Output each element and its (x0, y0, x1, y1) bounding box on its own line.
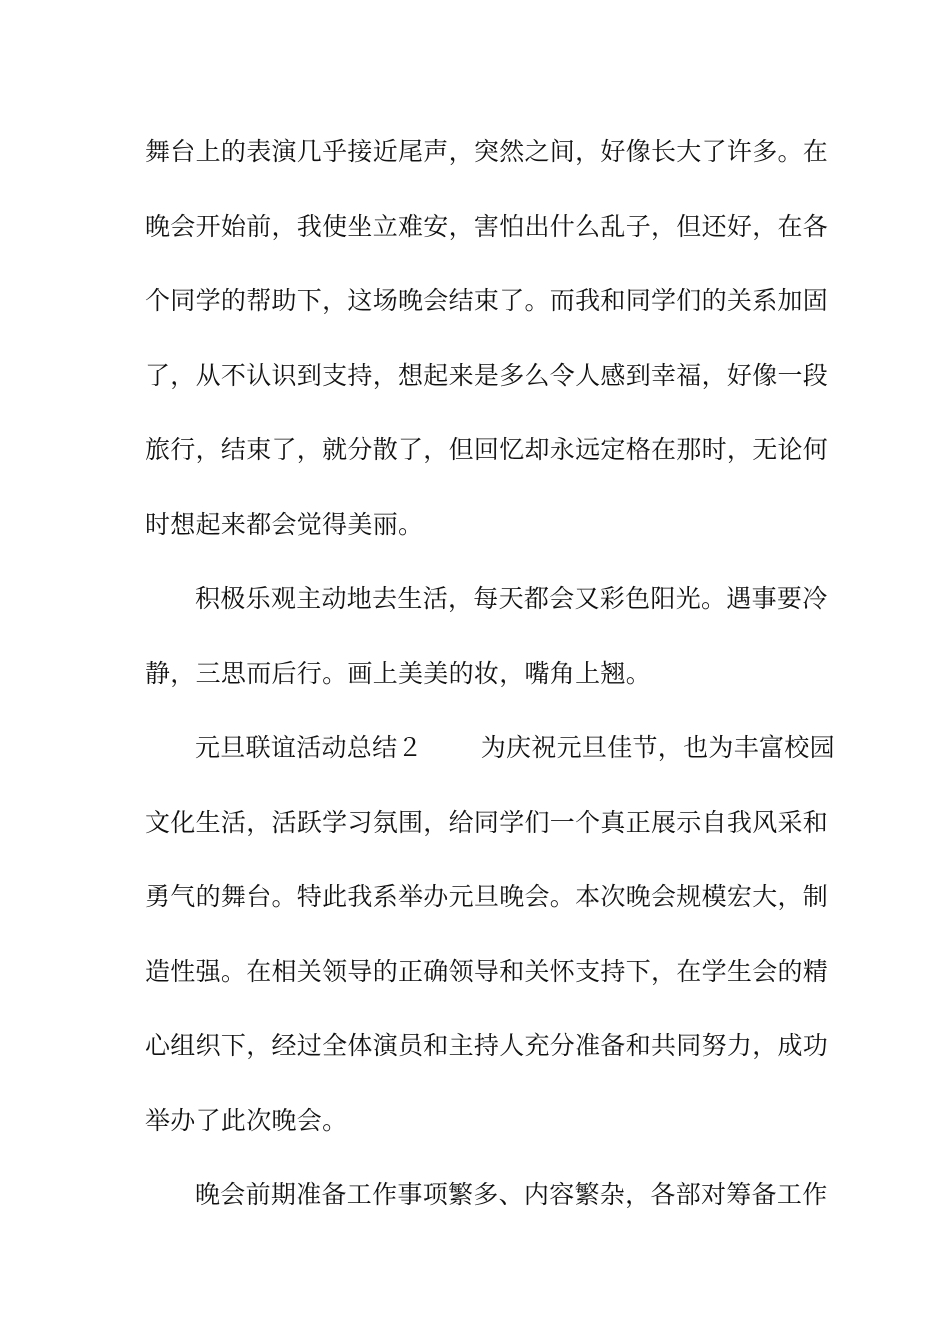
text-line: 个同学的帮助下，这场晚会结束了。而我和同学们的关系加固 (145, 286, 829, 315)
text-line: 时想起来都会觉得美丽。 (145, 509, 424, 539)
text-line: 晚会开始前，我使坐立难安，害怕出什么乱子，但还好，在各 (145, 211, 829, 241)
text-line: 静，三思而后行。画上美美的妆，嘴角上翘。 (145, 658, 652, 688)
text-line: 了，从不认识到支持，想起来是多么令人感到幸福，好像一段 (145, 360, 829, 390)
text-line: 文化生活，活跃学习氛围，给同学们一个真正展示自我风采和 (145, 807, 829, 837)
section-heading-line (145, 722, 835, 797)
document-body (145, 126, 835, 1244)
text-line: 勇气的舞台。特此我系举办元旦晚会。本次晚会规模宏大，制 (145, 882, 829, 911)
text-line: 旅行，结束了，就分散了，但回忆却永远定格在那时，无论何 (145, 435, 829, 464)
section-title: 元旦联谊活动总结２ (195, 733, 423, 762)
text-line: 晚会前期准备工作事项繁多、内容繁杂，各部对筹备工作 (195, 1180, 828, 1209)
text-run: 为庆祝元旦佳节，也为丰富校园 (480, 733, 835, 762)
text-line: 积极乐观主动地去生活，每天都会又彩色阳光。遇事要冷 (195, 584, 828, 613)
text-line: 舞台上的表演几乎接近尾声，突然之间，好像长大了许多。在 (145, 137, 829, 166)
text-line: 造性强。在相关领导的正确领导和关怀支持下，在学生会的精 (145, 956, 829, 986)
text-line: 举办了此次晚会。 (145, 1105, 348, 1135)
text-line: 心组织下，经过全体演员和主持人充分准备和共同努力，成功 (145, 1031, 829, 1060)
